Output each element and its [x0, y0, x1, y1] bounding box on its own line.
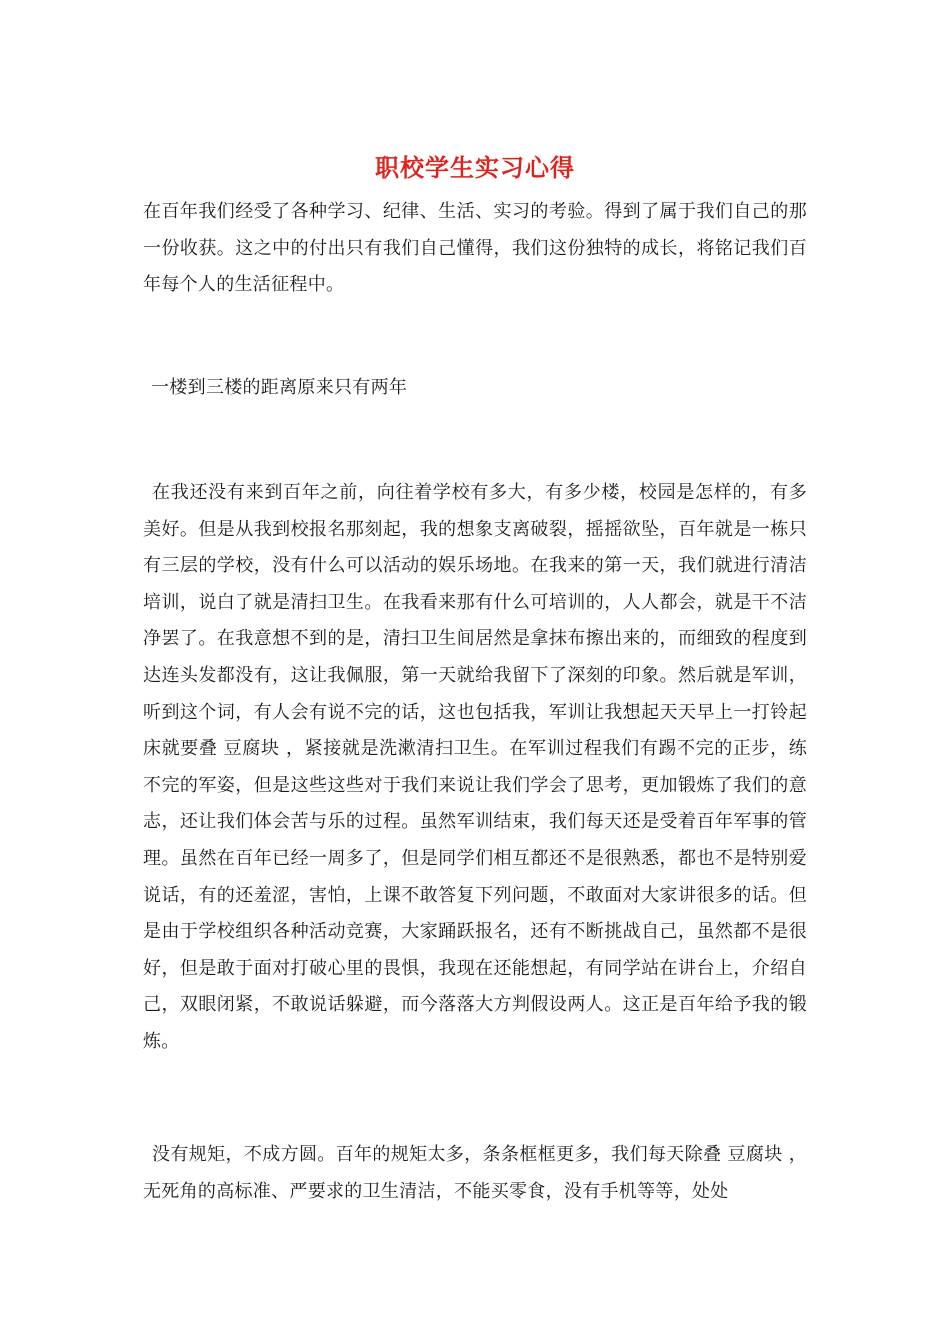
section-subheading: 一楼到三楼的距离原来只有两年	[151, 377, 408, 398]
body-paragraph-1: 在我还没有来到百年之前，向往着学校有多大，有多少楼，校园是怎样的，有多美好。但是从我到校报名那刻起，我的想象支离破裂，摇摇欲坠，百年就是一栋只有三层的学校，没有什么可以活动的娱乐场地。在我来的第一天，我们就进行清洁培训，说白了就是清扫卫生。在我看来那有什么可培训的，人人都会，就是干不洁净罢了。在我意想不到的是，清扫卫生间居然是拿抹布擦出来的，而细致的程度到达连头发都没有，这让我佩服，第一天就给我留下了深刻的印象。然后就是军训，听到这个词，有人会有说不完的话，这也包括我，军训让我想起天天早上一打铃起床就要叠 豆腐块 ，紧接就是洗漱清扫卫生。在军训过程我们有踢不完的正步，练不完的军姿，但是这些这些对于我们来说让我们学会了思考，更加锻炼了我们的意志，还让我们体会苦与乐的过程。虽然军训结束，我们每天还是受着百年军事的管理。虽然在百年已经一周多了，但是同学们相互都还不是很熟悉，都也不是特别爱说话，有的还羞涩，害怕，上课不敢答复下列问题，不敢面对大家讲很多的话。但是由于学校组织各种活动竞赛，大家踊跃报名，还有不断挑战自己，虽然都不是很好，但是敢于面对打破心里的畏惧，我现在还能想起，有同学站在讲台上，介绍自己，双眼闭紧，不敢说话躲避，而今落落大方判假设两人。这正是百年给予我的锻炼。	[143, 482, 807, 1052]
body-paragraph-2: 没有规矩，不成方圆。百年的规矩太多，条条框框更多，我们每天除叠 豆腐块 ，无死角的高标准、严要求的卫生清洁，不能买零食，没有手机等等，处处	[143, 1144, 807, 1202]
document-title: 职校学生实习心得	[375, 153, 575, 182]
intro-paragraph: 在百年我们经受了各种学习、纪律、生活、实习的考验。得到了属于我们自己的那一份收获。这之中的付出只有我们自己懂得，我们这份独特的成长，将铭记我们百年每个人的生活征程中。	[143, 201, 807, 296]
